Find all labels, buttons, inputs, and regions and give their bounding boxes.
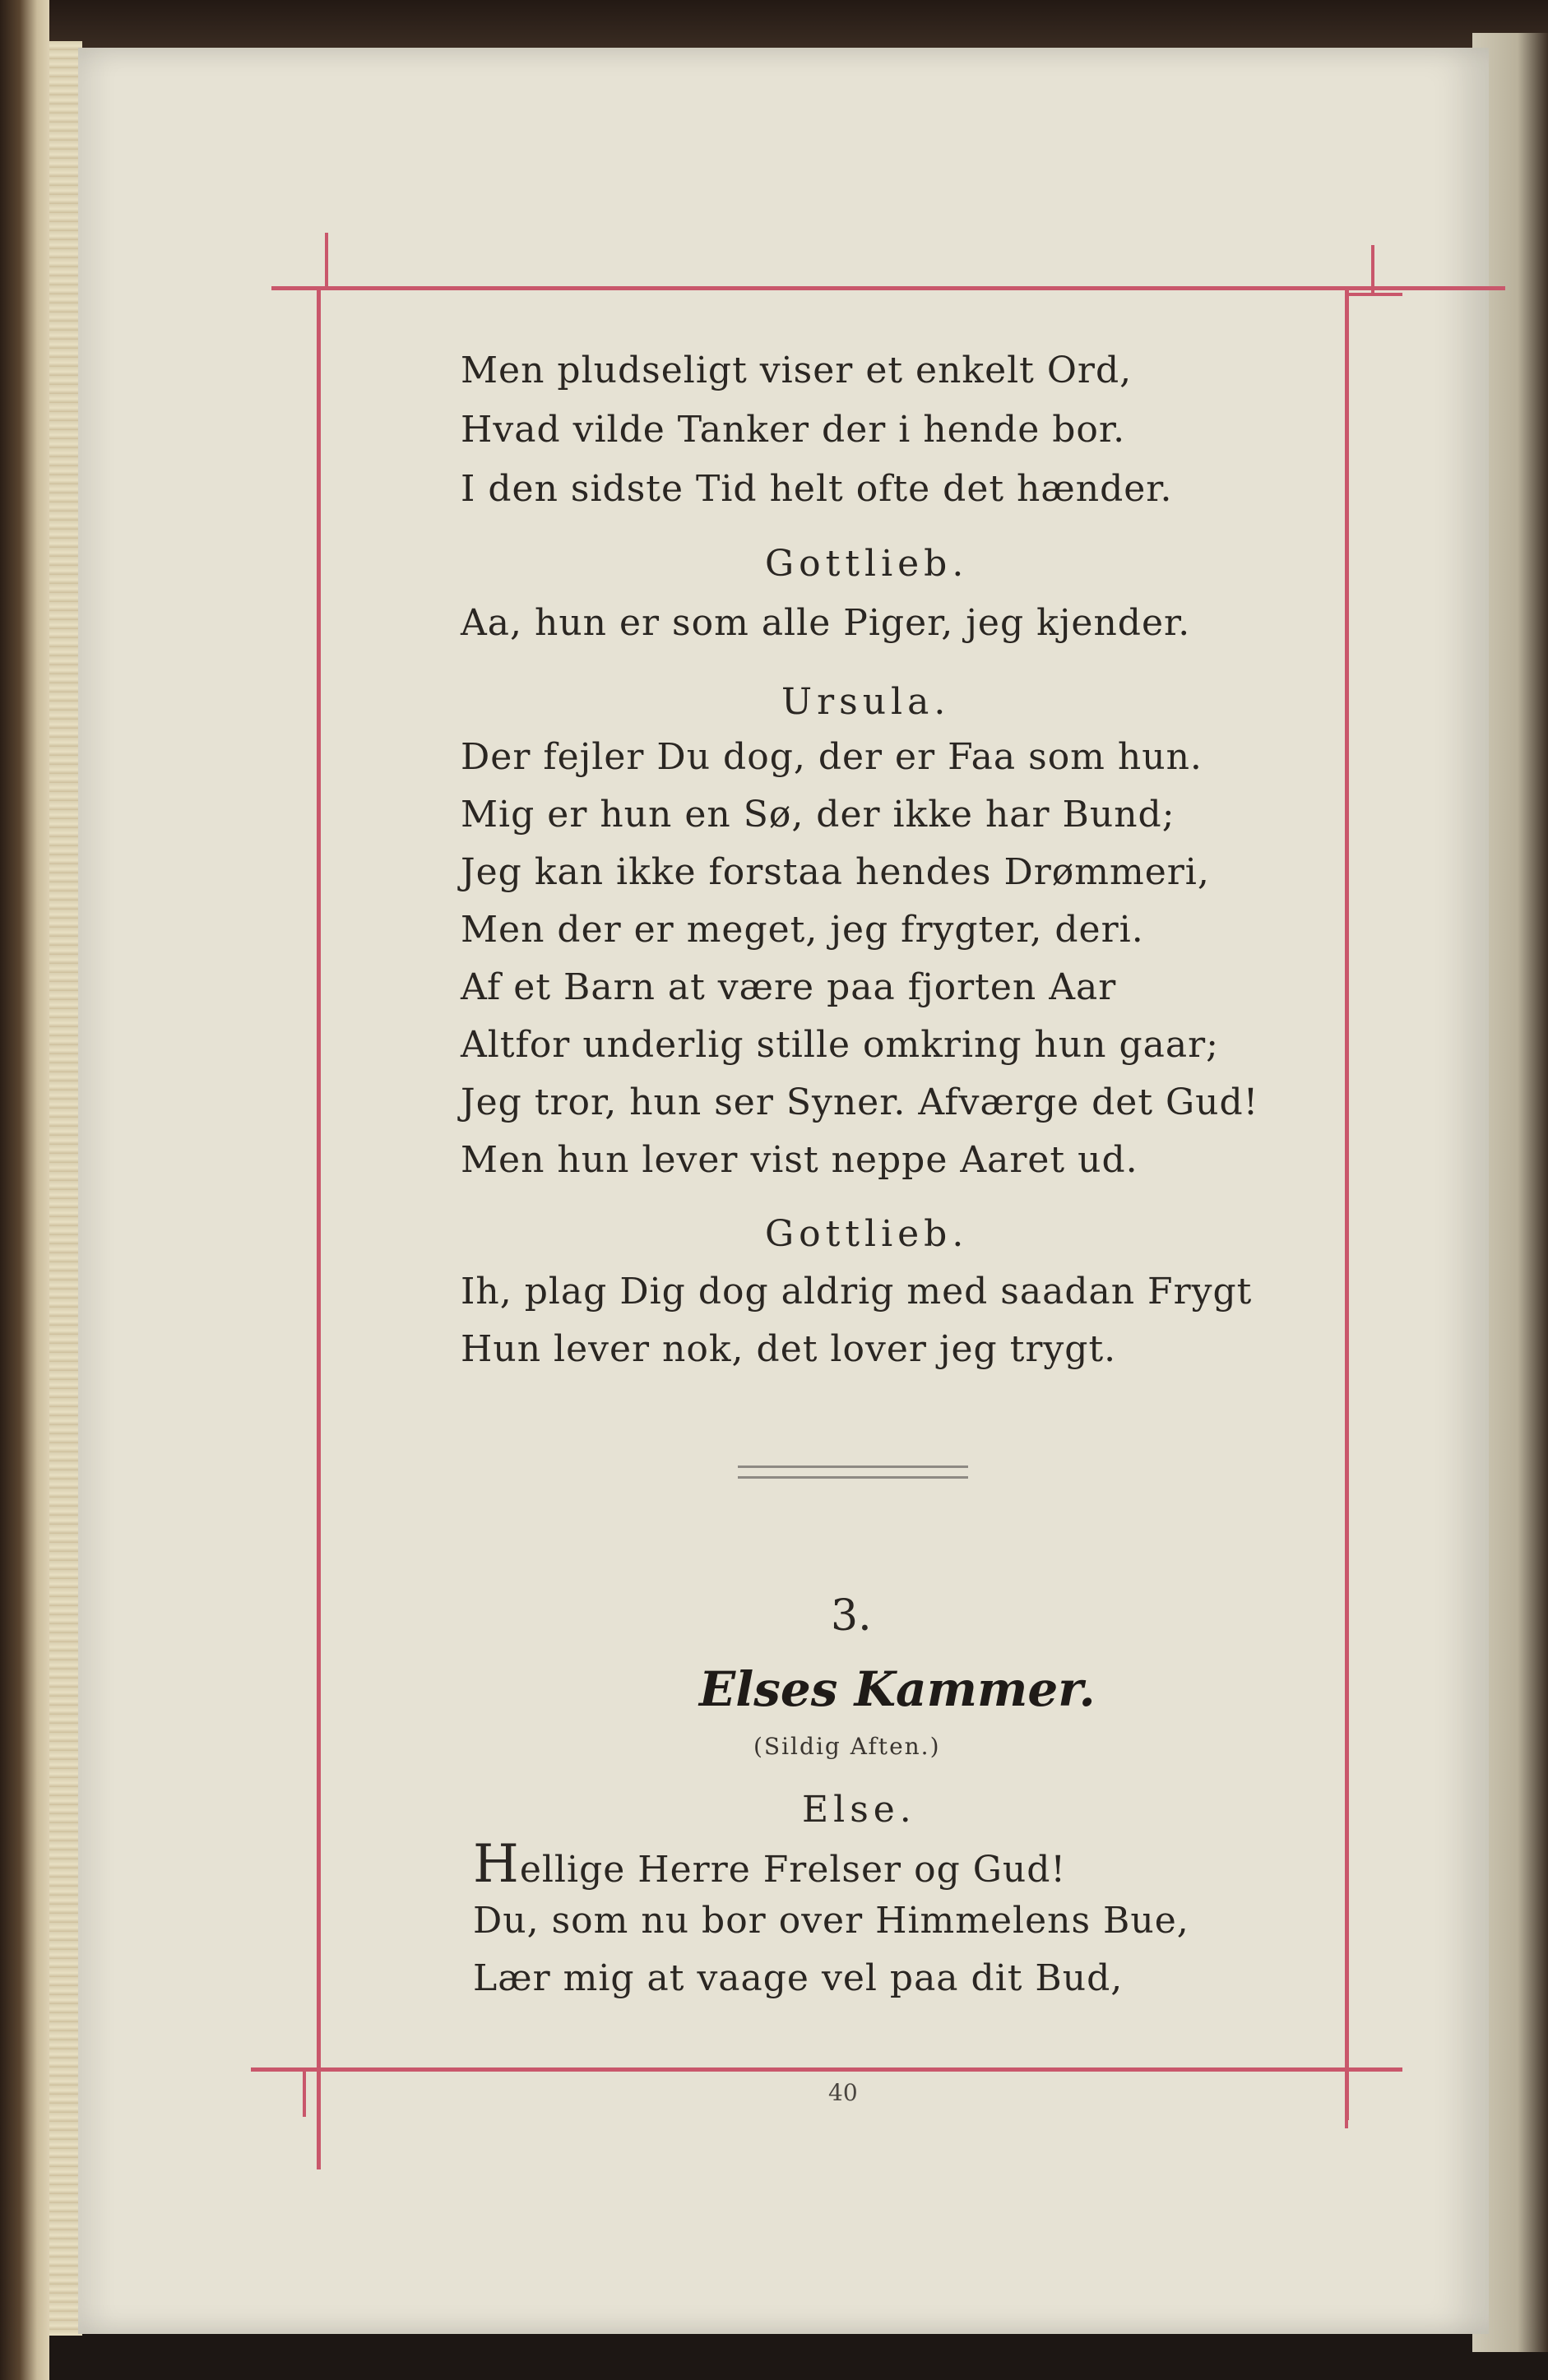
frame-right-rule <box>1345 286 1349 2120</box>
page-number: 40 <box>828 2079 858 2106</box>
verse-line: Du, som nu bor over Himmelens Bue, <box>473 1900 1189 1942</box>
verse-line: I den sidste Tid helt ofte det hænder. <box>461 468 1173 510</box>
frame-bottom-rule <box>251 2067 1402 2072</box>
verse-line: Men der er meget, jeg frygter, deri. <box>461 909 1144 951</box>
speaker-name: Gottlieb. <box>765 1213 969 1255</box>
verse-line: Jeg kan ikke forstaa hendes Drømmeri, <box>461 851 1210 893</box>
page-stack-edge <box>49 41 82 2336</box>
frame-top-rule <box>271 286 1505 290</box>
frame-bottom-tick-left <box>303 2067 306 2117</box>
speaker-name: Else. <box>802 1789 916 1831</box>
frame-top-tick-right <box>1371 245 1374 294</box>
frame-right-extension <box>1345 293 1402 296</box>
verse-line: Altfor underlig stille omkring hun gaar; <box>461 1024 1219 1066</box>
verse-line: Hvad vilde Tanker der i hende bor. <box>461 409 1126 451</box>
book-edge-top <box>0 0 1548 49</box>
verse-line: Jeg tror, hun ser Syner. Afværge det Gud! <box>461 1081 1259 1123</box>
verse-line: Men pludseligt viser et enkelt Ord, <box>461 350 1133 391</box>
section-divider <box>738 1466 968 1479</box>
frame-top-tick-left <box>325 233 328 286</box>
verse-line: Lær mig at vaage vel paa dit Bud, <box>473 1957 1124 1999</box>
verse-line-text: ellige Herre Frelser og Gud! <box>519 1849 1067 1891</box>
section-title: Elses Kammer. <box>699 1661 1096 1717</box>
stage-direction: (Sildig Aften.) <box>753 1733 941 1760</box>
book-spine-edge <box>0 0 49 2380</box>
verse-line <box>473 1834 1066 1895</box>
speaker-name: Ursula. <box>781 681 951 723</box>
drop-cap: H <box>473 1834 520 1895</box>
verse-line: Ih, plag Dig dog aldrig med saadan Frygt <box>461 1271 1253 1313</box>
verse-line: Mig er hun en Sø, der ikke har Bund; <box>461 794 1175 836</box>
speaker-name: Gottlieb. <box>765 543 969 585</box>
verse-line: Aa, hun er som alle Piger, jeg kjender. <box>461 602 1191 644</box>
verse-line: Men hun lever vist neppe Aaret ud. <box>461 1139 1138 1181</box>
verse-line: Hun lever nok, det lover jeg trygt. <box>461 1328 1117 1370</box>
verse-line: Der fejler Du dog, der er Faa som hun. <box>461 736 1203 778</box>
frame-left-rule <box>317 286 321 2169</box>
section-number: 3. <box>831 1591 872 1641</box>
verse-line: Af et Barn at være paa fjorten Aar <box>461 966 1117 1008</box>
frame-bottom-tick-right <box>1345 2079 1348 2128</box>
